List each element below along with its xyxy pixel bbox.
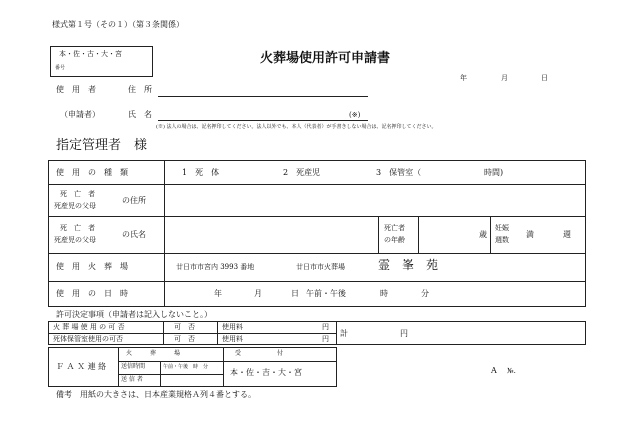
datetime-year: 年 [214, 289, 222, 298]
sent-time-label: 送信時間 [121, 363, 146, 370]
deceased-age-label-2: の年齢 [384, 236, 405, 244]
crematorium-hall: 霊 峯 苑 [378, 258, 439, 272]
address-field[interactable] [158, 96, 368, 97]
datetime-ampm[interactable]: 午前・午後 [306, 289, 346, 298]
datetime-day: 日 [291, 289, 299, 298]
deceased-age-label: 死亡者 [384, 224, 405, 232]
week-unit: 週 [563, 230, 571, 239]
date-year-label: 年 [460, 74, 467, 82]
seal-mark: (※) [349, 111, 361, 119]
fax-label: Ｆ Ａ Ｘ 連 絡 [56, 362, 107, 371]
addressee: 指定管理者 様 [56, 138, 148, 153]
address-of-label: の住所 [122, 196, 146, 205]
total-label: 計 [340, 329, 348, 338]
datetime-label: 使 用 の 日 時 [56, 289, 128, 298]
date-day-label: 日 [541, 74, 548, 82]
ward-list: 本・佐・古・大・宮 [59, 50, 122, 58]
use-type-stillborn[interactable]: 2 死産児 [283, 168, 321, 177]
fee-label-1: 使用料 [222, 323, 243, 331]
total-yen: 円 [400, 329, 408, 338]
datetime-hour: 時 [380, 289, 388, 298]
deceased-label-2: 死 亡 者 [60, 224, 95, 232]
sent-time-format: 午前・午後 時 分 [163, 364, 209, 370]
ward-number-box [50, 46, 153, 77]
user-label: 使 用 者 [56, 85, 96, 94]
stillborn-parent-label: 死産児の父母 [54, 202, 96, 210]
crematorium-address: 廿日市市宮内 3993 番地 [176, 263, 255, 271]
address-label: 住 所 [128, 85, 152, 94]
fax-no-label: №. [507, 367, 516, 375]
fee-yen-1: 円 [322, 323, 329, 331]
form-number: 様式第１号（その１）（第３条関係） [52, 20, 184, 29]
fee-yen-2: 円 [322, 335, 329, 343]
use-type-storage[interactable]: 3 保管室（ [376, 168, 422, 177]
sender-label: 送 信 者 [121, 376, 143, 383]
date-month-label: 月 [501, 74, 508, 82]
fax-a-label: A [491, 366, 497, 375]
name-field[interactable] [158, 120, 368, 121]
pregnancy-label: 妊娠 [495, 224, 509, 232]
name-of-label: の氏名 [122, 230, 146, 239]
use-type-hours: 時間) [484, 168, 504, 177]
page-title: 火葬場使用許可申請書 [260, 51, 391, 66]
crematorium-label: 使 用 火 葬 場 [56, 262, 128, 271]
seal-note: (※) 法人の場合は、記名押印してください。法人以外でも、本人（代表者）が手書きしない場合は、記名押印してください。 [156, 124, 437, 130]
number-label: 番号 [55, 65, 66, 71]
applicant-label: （申請者） [60, 110, 100, 119]
fee-label-2: 使用料 [222, 335, 243, 343]
footnote: 備考 用紙の大きさは、日本産業規格Ａ列４番とする。 [56, 390, 256, 399]
use-type-label: 使 用 の 種 類 [56, 168, 128, 177]
deceased-label: 死 亡 者 [60, 190, 95, 198]
storage-yes-no[interactable]: 可 否 [174, 335, 195, 343]
datetime-minute: 分 [421, 289, 429, 298]
age-unit: 歳 [479, 230, 487, 239]
fax-receiver-col: 受 付 [235, 350, 284, 357]
pregnancy-label-2: 週数 [495, 236, 509, 244]
use-type-body[interactable]: 1 死 体 [182, 168, 220, 177]
crematorium-yes-no[interactable]: 可 否 [174, 323, 195, 331]
crematorium-name: 廿日市市火葬場 [296, 263, 345, 271]
name-label: 氏 名 [128, 110, 152, 119]
stillborn-parent-label-2: 死産児の父母 [54, 236, 96, 244]
storage-approval-label: 死体保管室使用の可否 [53, 335, 123, 343]
fax-crematorium-col: 火 葬 場 [126, 350, 181, 357]
crematorium-approval-label: 火 葬 場 使 用 の 可 否 [53, 323, 125, 331]
fax-ward-list: 本・佐・吉・大・宮 [230, 368, 302, 377]
full-label: 満 [526, 230, 534, 239]
datetime-month: 月 [254, 289, 262, 298]
approval-header: 許可決定事項（申請者は記入しないこと。） [56, 310, 212, 319]
